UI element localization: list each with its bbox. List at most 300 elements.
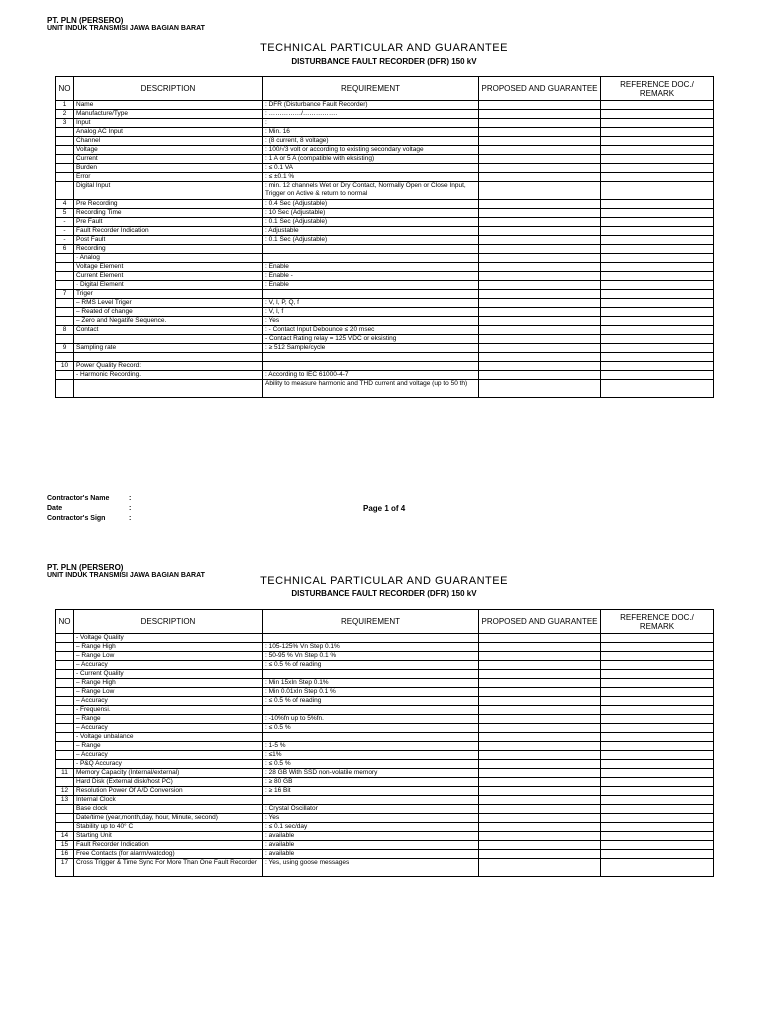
row-number — [56, 155, 74, 164]
row-description: Date/time (year,month,day, hour, Minute, second) — [74, 814, 263, 823]
row-number — [56, 308, 74, 317]
row-description: Free Contacts (for alarm/watcdog) — [74, 850, 263, 859]
table-row — [56, 344, 714, 353]
row-requirement — [263, 706, 479, 715]
row-description: Hard Disk (External disk/host PC) — [74, 778, 263, 787]
table-row — [56, 209, 714, 218]
table-row — [56, 778, 714, 787]
row-number — [56, 751, 74, 760]
row-proposed-cell — [479, 290, 601, 299]
row-requirement: : min. 12 channels Wet or Dry Contact, Normally Open or Close Input, Trigger on Active & return to normal — [263, 182, 479, 200]
row-number: 8 — [56, 326, 74, 335]
row-requirement: : Min 15xIn Step 0.1% — [263, 679, 479, 688]
row-proposed-cell — [479, 335, 601, 344]
row-description: · Analog — [74, 254, 263, 263]
row-number — [56, 254, 74, 263]
row-description: – Range — [74, 715, 263, 724]
document-subtitle: DISTURBANCE FAULT RECORDER (DFR) 150 kV — [291, 57, 477, 66]
row-reference-cell — [601, 742, 714, 751]
row-description: Stability up to 40° C — [74, 823, 263, 832]
row-description: - Current Quality — [74, 670, 263, 679]
table-row — [56, 128, 714, 137]
table-row — [56, 299, 714, 308]
row-number — [56, 778, 74, 787]
row-number: - — [56, 236, 74, 245]
row-description: – RMS Level Triger — [74, 299, 263, 308]
table-row — [56, 146, 714, 155]
table-row — [56, 742, 714, 751]
row-proposed-cell — [479, 706, 601, 715]
row-reference-cell — [601, 263, 714, 272]
row-proposed-cell — [479, 787, 601, 796]
row-requirement — [263, 353, 479, 362]
table-row — [56, 254, 714, 263]
table-row — [56, 733, 714, 742]
table-row — [56, 760, 714, 769]
row-number — [56, 371, 74, 380]
row-proposed-cell — [479, 751, 601, 760]
row-description: Current Element — [74, 272, 263, 281]
company-name: PT. PLN (PERSERO) — [47, 16, 124, 25]
row-number — [56, 724, 74, 733]
row-reference-cell — [601, 724, 714, 733]
table-row — [56, 272, 714, 281]
row-number — [56, 128, 74, 137]
row-description: - P&Q Accuracy — [74, 760, 263, 769]
row-requirement: : 0.1 Sec (Adjustable) — [263, 218, 479, 227]
row-proposed-cell — [479, 643, 601, 652]
table-row — [56, 200, 714, 209]
table-row — [56, 697, 714, 706]
row-reference-cell — [601, 245, 714, 254]
row-requirement: : Enable — [263, 281, 479, 290]
row-proposed-cell — [479, 344, 601, 353]
row-requirement: : ≥ 512 Sample/cycle — [263, 344, 479, 353]
row-reference-cell — [601, 787, 714, 796]
row-description: Recording Time — [74, 209, 263, 218]
row-number — [56, 281, 74, 290]
row-proposed-cell — [479, 380, 601, 398]
row-reference-cell — [601, 832, 714, 841]
row-requirement: : Adjustable — [263, 227, 479, 236]
col-requirement-header: REQUIREMENT — [263, 610, 479, 634]
row-description: – Accuracy — [74, 697, 263, 706]
document-title: TECHNICAL PARTICULAR AND GUARANTEE — [260, 42, 508, 54]
row-description: Error — [74, 173, 263, 182]
col-requirement-header: REQUIREMENT — [263, 77, 479, 101]
row-description: Base clock — [74, 805, 263, 814]
row-number — [56, 164, 74, 173]
row-description: Post Fault — [74, 236, 263, 245]
col-description-header: DESCRIPTION — [74, 610, 263, 634]
table-row — [56, 643, 714, 652]
table-row — [56, 380, 714, 398]
row-description: Manufacture/Type — [74, 110, 263, 119]
row-reference-cell — [601, 679, 714, 688]
row-reference-cell — [601, 137, 714, 146]
row-description: Channel — [74, 137, 263, 146]
row-number — [56, 182, 74, 200]
row-reference-cell — [601, 778, 714, 787]
row-number: 17 — [56, 859, 74, 877]
row-reference-cell — [601, 823, 714, 832]
row-requirement: : - Contact Input Debounce ≤ 20 msec — [263, 326, 479, 335]
row-number — [56, 661, 74, 670]
row-requirement: : 100/√3 volt or according to existing secondary voltage — [263, 146, 479, 155]
row-description — [74, 335, 263, 344]
row-proposed-cell — [479, 715, 601, 724]
row-number: 13 — [56, 796, 74, 805]
col-description-header: DESCRIPTION — [74, 77, 263, 101]
row-proposed-cell — [479, 263, 601, 272]
row-proposed-cell — [479, 173, 601, 182]
table-row — [56, 688, 714, 697]
row-requirement: : 1 A or 5 A (compatible with eksisting) — [263, 155, 479, 164]
row-number — [56, 263, 74, 272]
row-description: Sampling rate — [74, 344, 263, 353]
table-row — [56, 218, 714, 227]
row-number — [56, 380, 74, 398]
row-description: - Voltage Quality — [74, 634, 263, 643]
table-row — [56, 317, 714, 326]
table-row — [56, 335, 714, 344]
row-description — [74, 380, 263, 398]
row-number: 1 — [56, 101, 74, 110]
col-proposed-header: PROPOSED AND GUARANTEE — [479, 610, 601, 634]
row-proposed-cell — [479, 200, 601, 209]
row-description: Pre Recording — [74, 200, 263, 209]
row-proposed-cell — [479, 634, 601, 643]
row-reference-cell — [601, 796, 714, 805]
table-row — [56, 751, 714, 760]
row-proposed-cell — [479, 272, 601, 281]
row-requirement — [263, 245, 479, 254]
row-reference-cell — [601, 146, 714, 155]
table-row — [56, 290, 714, 299]
table-row — [56, 634, 714, 643]
row-description: - Frequensi. — [74, 706, 263, 715]
table-row — [56, 769, 714, 778]
col-no-header: NO — [56, 77, 74, 101]
row-proposed-cell — [479, 101, 601, 110]
row-description: Input — [74, 119, 263, 128]
row-reference-cell — [601, 218, 714, 227]
row-description: Burden — [74, 164, 263, 173]
row-proposed-cell — [479, 110, 601, 119]
row-reference-cell — [601, 859, 714, 877]
row-proposed-cell — [479, 155, 601, 164]
row-description: – Range Low — [74, 652, 263, 661]
company-name: PT. PLN (PERSERO) — [47, 563, 124, 572]
row-proposed-cell — [479, 769, 601, 778]
row-reference-cell — [601, 155, 714, 164]
row-proposed-cell — [479, 164, 601, 173]
row-requirement: : ≥ 16 Bit — [263, 787, 479, 796]
row-requirement: : ≤ 0.1 sec/day — [263, 823, 479, 832]
row-description: – Range Low — [74, 688, 263, 697]
row-requirement: : Enable — [263, 263, 479, 272]
row-reference-cell — [601, 661, 714, 670]
row-requirement: : -10%fn up to 5%fn. — [263, 715, 479, 724]
table-row — [56, 137, 714, 146]
row-description: – Accuracy — [74, 751, 263, 760]
row-description: Recording — [74, 245, 263, 254]
row-requirement: : DFR (Disturbance Fault Recorder) — [263, 101, 479, 110]
row-requirement: - Contact Rating relay = 125 VDC or eksisting — [263, 335, 479, 344]
table-row — [56, 796, 714, 805]
row-requirement: : Yes, using goose messages — [263, 859, 479, 877]
row-requirement: : ≥ 80 GB — [263, 778, 479, 787]
document-title: TECHNICAL PARTICULAR AND GUARANTEE — [260, 575, 508, 587]
table-row — [56, 859, 714, 877]
table-row — [56, 227, 714, 236]
row-description: – Zero and Negatife Sequence. — [74, 317, 263, 326]
row-number — [56, 688, 74, 697]
contractor-info: Contractor's Name : Date : Contractor's Sign : — [47, 495, 132, 522]
row-requirement: : (8 current, 8 voltage) — [263, 137, 479, 146]
row-number: - — [56, 218, 74, 227]
spec-table-body — [56, 101, 714, 398]
table-row — [56, 715, 714, 724]
row-reference-cell — [601, 805, 714, 814]
row-reference-cell — [601, 353, 714, 362]
row-reference-cell — [601, 173, 714, 182]
row-reference-cell — [601, 344, 714, 353]
row-proposed-cell — [479, 371, 601, 380]
row-reference-cell — [601, 308, 714, 317]
table-row — [56, 706, 714, 715]
row-proposed-cell — [479, 137, 601, 146]
row-requirement: : V, I, f — [263, 308, 479, 317]
row-reference-cell — [601, 760, 714, 769]
row-number — [56, 146, 74, 155]
row-proposed-cell — [479, 823, 601, 832]
row-reference-cell — [601, 182, 714, 200]
row-reference-cell — [601, 164, 714, 173]
table-row — [56, 652, 714, 661]
row-description: Voltage — [74, 146, 263, 155]
row-proposed-cell — [479, 805, 601, 814]
table-row — [56, 787, 714, 796]
row-number: 5 — [56, 209, 74, 218]
row-reference-cell — [601, 670, 714, 679]
row-reference-cell — [601, 371, 714, 380]
row-description: Internal Clock — [74, 796, 263, 805]
row-proposed-cell — [479, 308, 601, 317]
row-description: Memory Capacity (Internal/external) — [74, 769, 263, 778]
col-reference-header: REFERENCE DOC./ REMARK — [601, 77, 714, 101]
row-description: Fault Recorder Indication — [74, 227, 263, 236]
row-requirement: : ≤ 0.5 % of reading — [263, 697, 479, 706]
row-number — [56, 652, 74, 661]
row-proposed-cell — [479, 236, 601, 245]
row-requirement: : ……………/……………. — [263, 110, 479, 119]
row-requirement: : Enable - — [263, 272, 479, 281]
row-requirement: : available — [263, 850, 479, 859]
row-reference-cell — [601, 254, 714, 263]
row-description: – Accuracy — [74, 724, 263, 733]
row-description: Current — [74, 155, 263, 164]
row-number: 3 — [56, 119, 74, 128]
document-page-2 — [0, 560, 768, 1024]
row-proposed-cell — [479, 661, 601, 670]
row-reference-cell — [601, 652, 714, 661]
row-requirement: : ≤ ±0.1 % — [263, 173, 479, 182]
row-proposed-cell — [479, 362, 601, 371]
row-description: – Reated of change — [74, 308, 263, 317]
row-requirement: : 10 Sec (Adjustable) — [263, 209, 479, 218]
row-requirement: : ≤ 0.5 % — [263, 724, 479, 733]
row-description: Triger — [74, 290, 263, 299]
row-proposed-cell — [479, 724, 601, 733]
row-requirement — [263, 733, 479, 742]
row-reference-cell — [601, 697, 714, 706]
row-proposed-cell — [479, 317, 601, 326]
contractor-sign-label: Contractor's Sign — [47, 515, 106, 522]
row-proposed-cell — [479, 128, 601, 137]
row-description: · Digital Element — [74, 281, 263, 290]
row-number — [56, 634, 74, 643]
row-proposed-cell — [479, 742, 601, 751]
row-description — [74, 353, 263, 362]
row-reference-cell — [601, 128, 714, 137]
row-requirement — [263, 254, 479, 263]
row-proposed-cell — [479, 778, 601, 787]
row-description: - Harmonic Recording. — [74, 371, 263, 380]
row-proposed-cell — [479, 697, 601, 706]
row-number — [56, 814, 74, 823]
row-reference-cell — [601, 380, 714, 398]
row-requirement: : ≤1% — [263, 751, 479, 760]
row-reference-cell — [601, 290, 714, 299]
row-number: 9 — [56, 344, 74, 353]
table-row — [56, 823, 714, 832]
row-proposed-cell — [479, 299, 601, 308]
row-number — [56, 679, 74, 688]
row-reference-cell — [601, 362, 714, 371]
row-requirement — [263, 290, 479, 299]
row-number: 10 — [56, 362, 74, 371]
unit-name: UNIT INDUK TRANSMISI JAWA BAGIAN BARAT — [47, 572, 205, 577]
row-reference-cell — [601, 200, 714, 209]
row-requirement — [263, 634, 479, 643]
row-proposed-cell — [479, 859, 601, 877]
row-requirement: : 105-125% Vn Step 0.1% — [263, 643, 479, 652]
row-number — [56, 317, 74, 326]
row-number — [56, 299, 74, 308]
row-requirement — [263, 670, 479, 679]
row-proposed-cell — [479, 227, 601, 236]
row-reference-cell — [601, 335, 714, 344]
row-number: 12 — [56, 787, 74, 796]
table-row — [56, 362, 714, 371]
row-requirement: : V, I, P, Q, f — [263, 299, 479, 308]
row-description: Name — [74, 101, 263, 110]
row-reference-cell — [601, 751, 714, 760]
row-proposed-cell — [479, 326, 601, 335]
table-row — [56, 119, 714, 128]
table-header-row — [56, 610, 714, 634]
row-number: 14 — [56, 832, 74, 841]
row-reference-cell — [601, 733, 714, 742]
row-description: Power Quality Record: — [74, 362, 263, 371]
row-proposed-cell — [479, 850, 601, 859]
contractor-name-label: Contractor's Name — [47, 495, 110, 502]
row-proposed-cell — [479, 146, 601, 155]
col-proposed-header: PROPOSED AND GUARANTEE — [479, 77, 601, 101]
row-requirement: : 0.1 Sec (Adjustable) — [263, 236, 479, 245]
row-number — [56, 742, 74, 751]
row-reference-cell — [601, 706, 714, 715]
table-row — [56, 841, 714, 850]
row-requirement: : ≤ 0.5 % of reading — [263, 661, 479, 670]
row-reference-cell — [601, 643, 714, 652]
table-row — [56, 661, 714, 670]
table-row — [56, 101, 714, 110]
row-reference-cell — [601, 101, 714, 110]
row-number: 2 — [56, 110, 74, 119]
row-number — [56, 706, 74, 715]
row-proposed-cell — [479, 245, 601, 254]
row-reference-cell — [601, 769, 714, 778]
row-description: – Accuracy — [74, 661, 263, 670]
table-row — [56, 110, 714, 119]
row-requirement: : 0.4 Sec (Adjustable) — [263, 200, 479, 209]
row-reference-cell — [601, 317, 714, 326]
date-label: Date — [47, 505, 63, 512]
row-reference-cell — [601, 688, 714, 697]
row-requirement — [263, 362, 479, 371]
row-number — [56, 715, 74, 724]
row-description: - Voltage unbalance — [74, 733, 263, 742]
row-requirement: Ability to measure harmonic and THD current and voltage (up to 50 th) — [263, 380, 479, 398]
row-description: Digital Input — [74, 182, 263, 200]
row-proposed-cell — [479, 688, 601, 697]
row-description: Fault Recorder Indication — [74, 841, 263, 850]
table-row — [56, 832, 714, 841]
row-number — [56, 670, 74, 679]
row-proposed-cell — [479, 182, 601, 200]
row-requirement: : Min 0.01xIn Step 0.1 % — [263, 688, 479, 697]
row-proposed-cell — [479, 832, 601, 841]
table-row — [56, 814, 714, 823]
row-requirement: : Min. 16 — [263, 128, 479, 137]
row-description: – Range High — [74, 679, 263, 688]
row-reference-cell — [601, 814, 714, 823]
row-proposed-cell — [479, 218, 601, 227]
row-number — [56, 733, 74, 742]
row-requirement: : — [263, 119, 479, 128]
row-proposed-cell — [479, 679, 601, 688]
row-description: Starting Unit — [74, 832, 263, 841]
row-description: Contact — [74, 326, 263, 335]
row-description: – Range — [74, 742, 263, 751]
row-proposed-cell — [479, 814, 601, 823]
row-number — [56, 173, 74, 182]
row-number — [56, 805, 74, 814]
row-requirement: : Crystal Oscillator — [263, 805, 479, 814]
table-row — [56, 308, 714, 317]
row-proposed-cell — [479, 281, 601, 290]
row-reference-cell — [601, 209, 714, 218]
unit-name: UNIT INDUK TRANSMISI JAWA BAGIAN BARAT — [47, 25, 205, 30]
row-number — [56, 760, 74, 769]
row-proposed-cell — [479, 760, 601, 769]
spec-table-body — [56, 634, 714, 877]
table-row — [56, 164, 714, 173]
row-requirement: : ≤ 0.1 VA — [263, 164, 479, 173]
row-number: 6 — [56, 245, 74, 254]
